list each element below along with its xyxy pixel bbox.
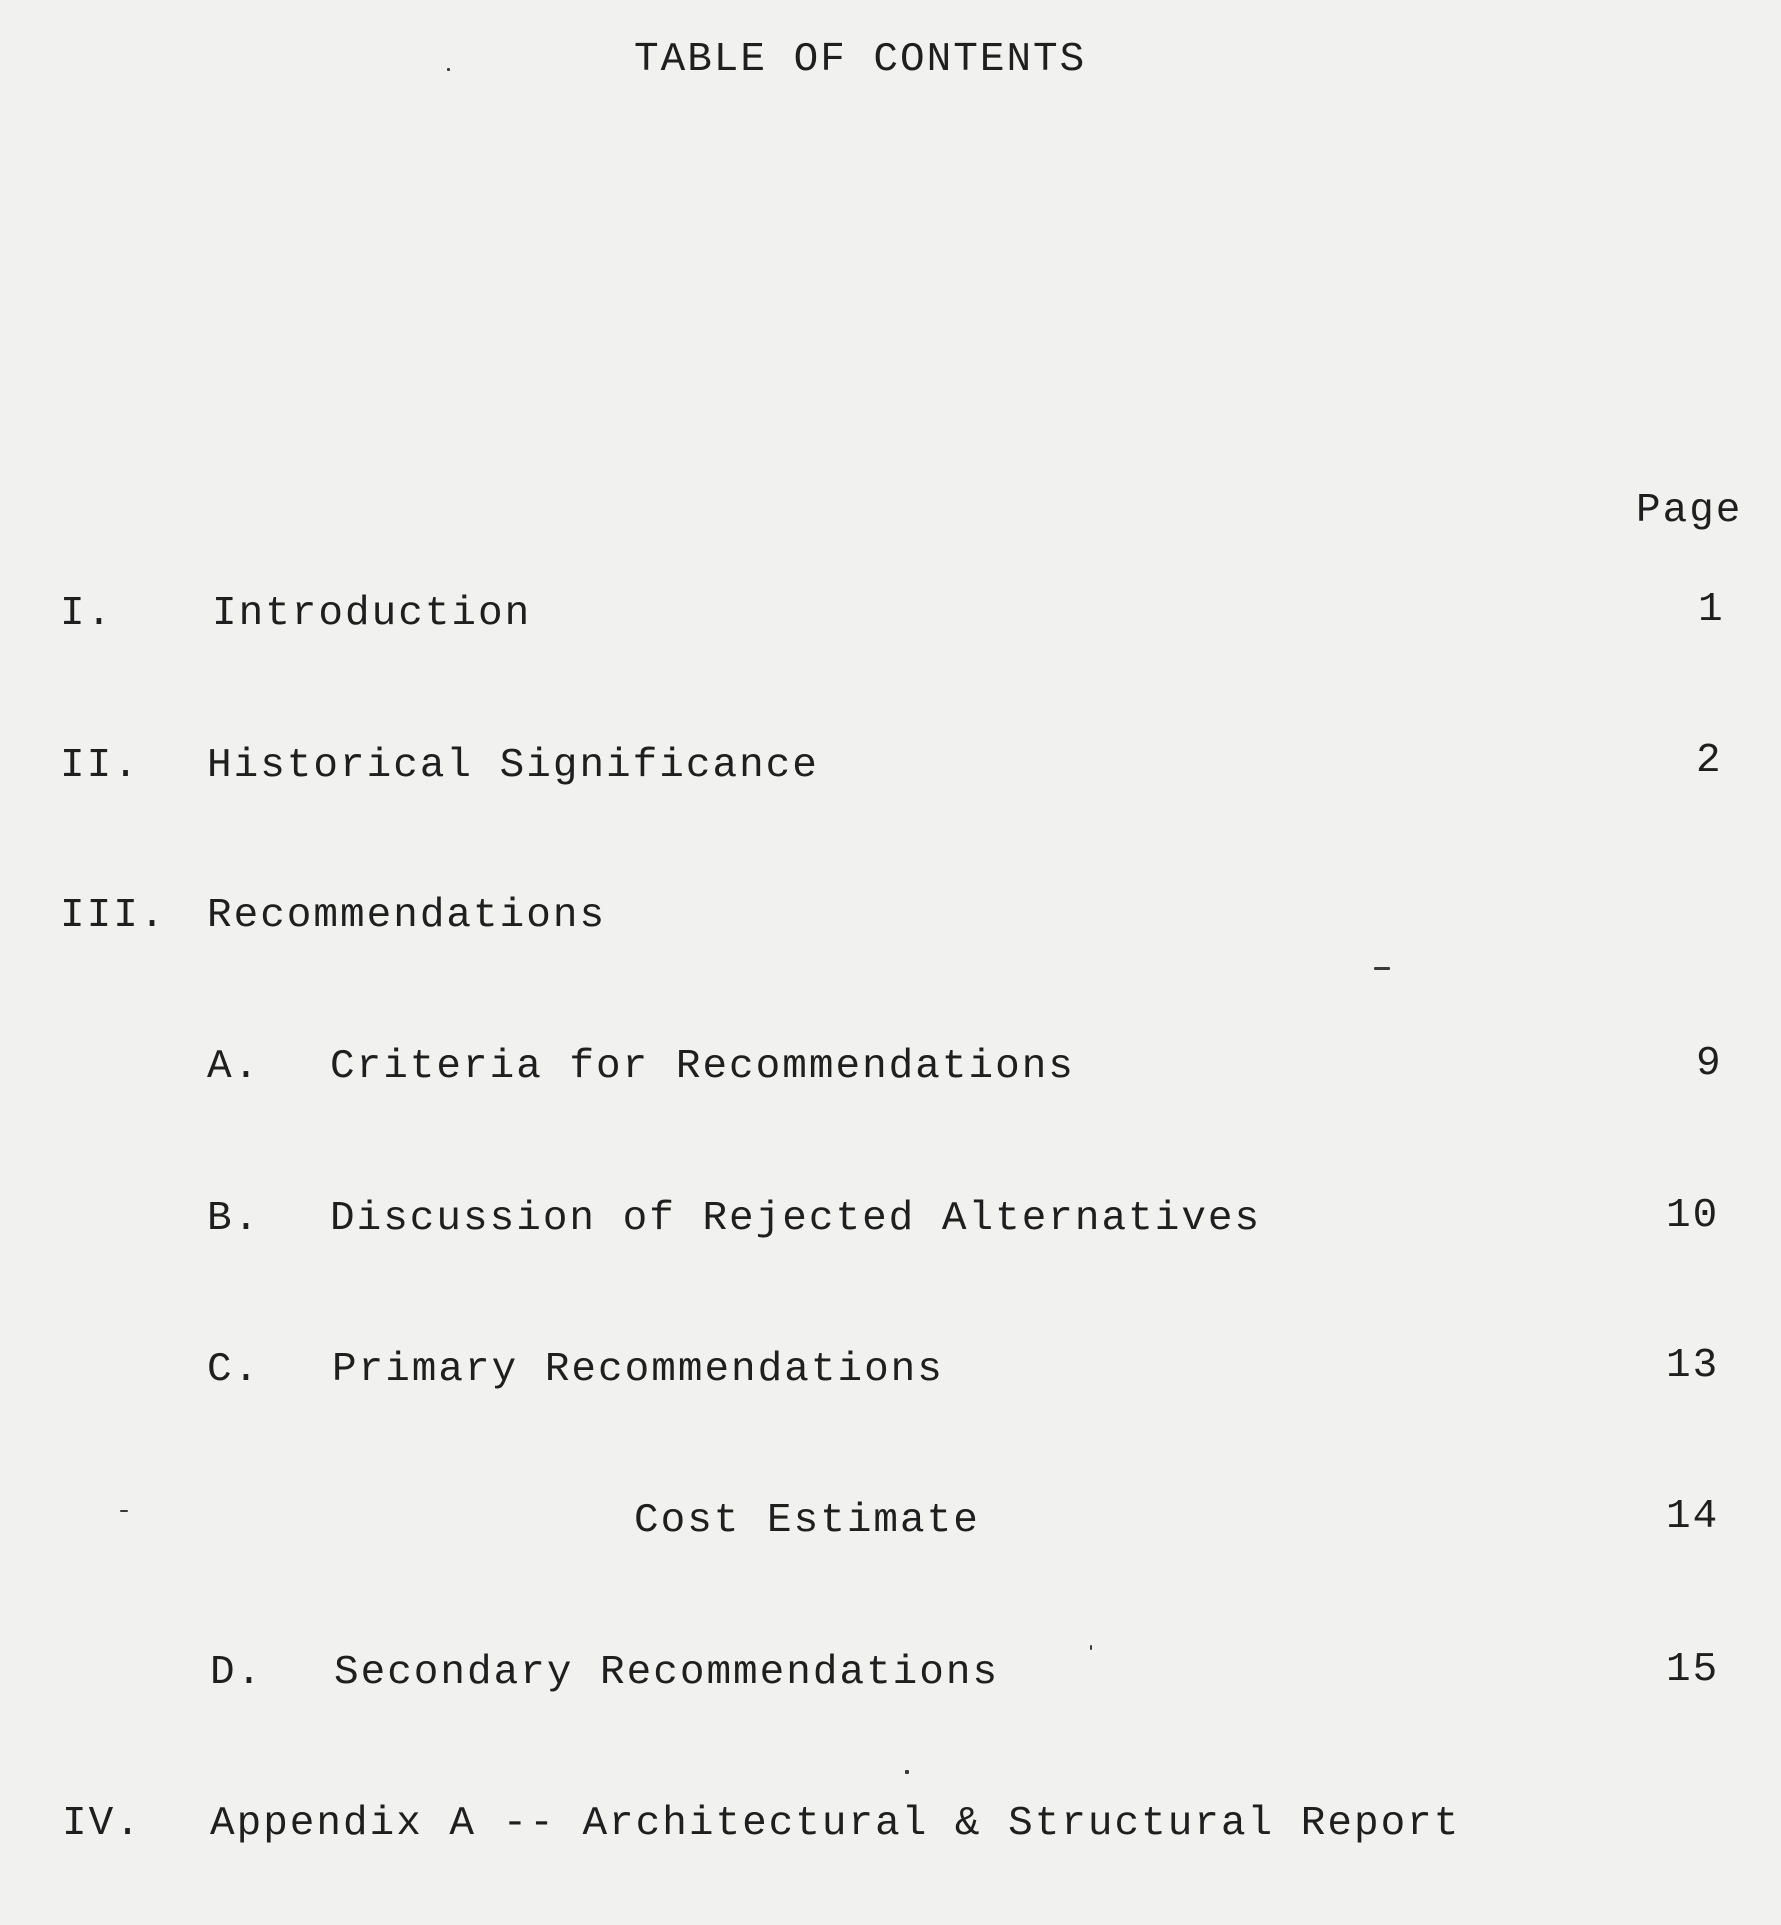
toc-entry-label: Criteria for Recommendations <box>330 1044 1075 1090</box>
toc-entry-number: C. <box>207 1347 261 1393</box>
toc-entry-page: 9 <box>1696 1041 1723 1087</box>
page-title: TABLE OF CONTENTS <box>634 37 1087 83</box>
toc-entry-label: Primary Recommendations <box>332 1347 944 1393</box>
page-column-header: Page <box>1636 488 1743 534</box>
scan-speck <box>905 1770 909 1774</box>
toc-entry-label: Historical Significance <box>207 743 819 789</box>
scan-speck <box>447 68 450 71</box>
toc-entry-page: 14 <box>1666 1494 1720 1540</box>
scan-speck <box>1090 1645 1092 1650</box>
toc-entry-label: Appendix A -- Architectural & Structural Report <box>210 1801 1461 1847</box>
toc-entry-number: A. <box>207 1044 261 1090</box>
scan-speck <box>120 1510 128 1512</box>
toc-entry-number: III. <box>60 893 167 939</box>
toc-entry-page: 1 <box>1698 587 1725 633</box>
toc-entry-label: Recommendations <box>207 893 607 939</box>
toc-entry-label: Discussion of Rejected Alternatives <box>330 1196 1262 1242</box>
toc-entry-page: 13 <box>1666 1343 1720 1389</box>
toc-entry-label: Introduction <box>212 591 532 637</box>
toc-entry-label: Secondary Recommendations <box>334 1650 1000 1696</box>
toc-entry-number: D. <box>210 1650 264 1696</box>
toc-entry-page: 10 <box>1666 1193 1720 1239</box>
toc-entry-number: II. <box>60 743 140 789</box>
toc-entry-page: 15 <box>1666 1647 1720 1693</box>
toc-entry-number: IV. <box>62 1801 142 1847</box>
scan-speck <box>1374 967 1390 970</box>
toc-entry-number: I. <box>60 591 114 637</box>
toc-entry-number: B. <box>207 1196 261 1242</box>
toc-entry-page: 2 <box>1696 738 1723 784</box>
toc-entry-label: Cost Estimate <box>634 1498 980 1544</box>
